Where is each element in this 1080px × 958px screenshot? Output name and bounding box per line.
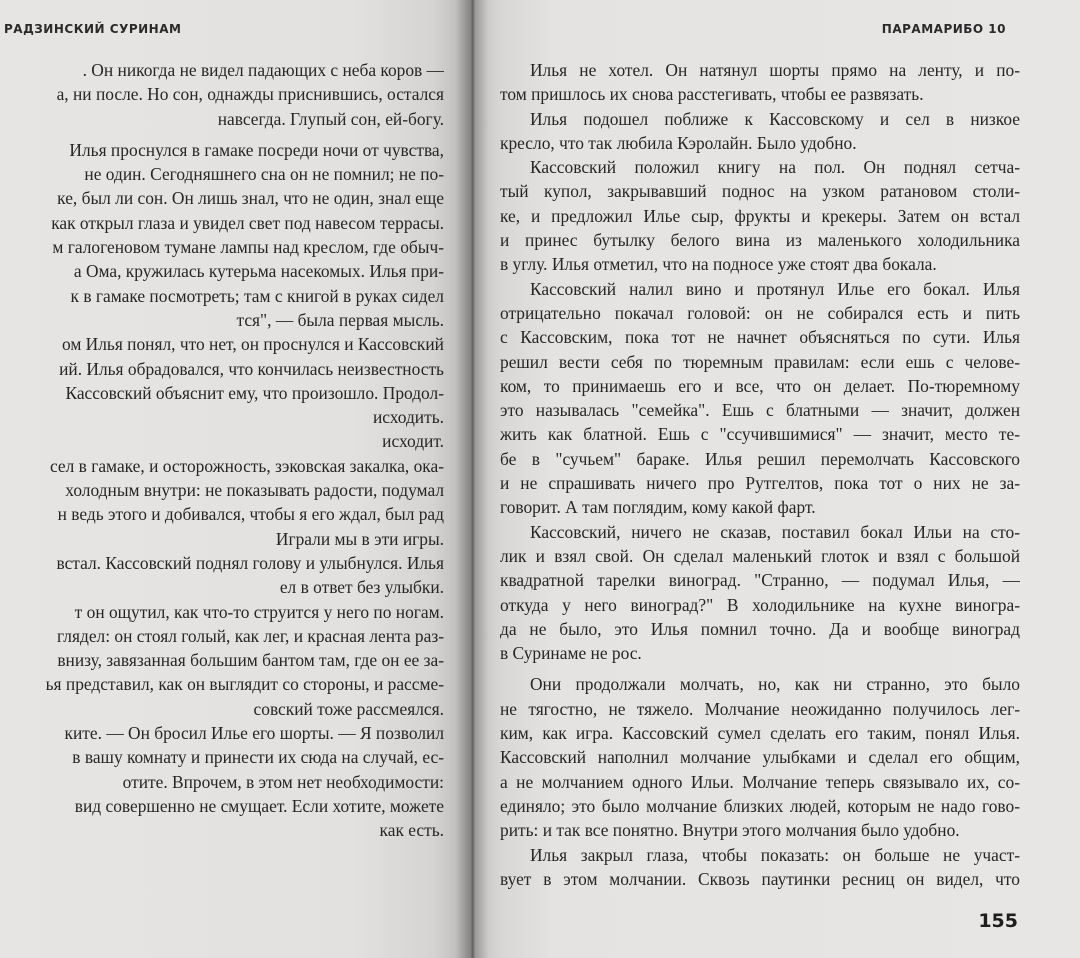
text-line: не один. Сегодняшнего сна он не помнил; не по- [84,164,444,185]
text-line: исходит. [382,431,444,452]
text-line: внизу, завязанная большим бантом там, где он ее за- [57,650,444,671]
text-line: да не было, это Илья помнил точно. Да и вообще виноград [500,618,1020,639]
page-number: 155 [978,910,1018,932]
text-line: вид совершенно не смущает. Если хотите, можете [74,795,444,816]
text-line: и не спрашивать ничего про Рутгелтов, пока тот о них не за- [500,473,1020,494]
text-line: т он ощутил, как что-то струится у него по ногам. [74,601,444,622]
text-line: ким, как игра. Кассовский сумел сделать его таким, понял Илья. [500,723,1020,744]
text-line: Илья проснулся в гамаке посреди ночи от чувства, [69,139,444,160]
text-line: вует в этом молчании. Сквозь паутинки ресниц он видел, что [500,868,1020,889]
text-line: в Суринаме не рос. [500,643,642,664]
text-line: а, ни после. Но сон, однажды приснившись, остался [56,84,444,105]
text-line: Кассовский положил книгу на пол. Он поднял сетча- [530,157,1020,178]
text-line: это называлась "семейка". Ешь с блатными — значит, должен [500,400,1020,421]
text-line: навсегда. Глупый сон, ей-богу. [217,108,444,129]
paragraph-gap [500,665,1020,672]
text-line: как открыл глаза и увидел свет под навесом террасы. [51,212,444,233]
text-line: Илья закрыл глаза, чтобы показать: он больше не участ- [530,844,1020,865]
text-line: бе в "сучьем" бараке. Илья решил перемолчать Кассовского [500,448,1020,469]
text-line: исходить. [372,407,444,428]
text-line: совский тоже рассмеялся. [253,698,444,719]
right-running-head: ПАРАМАРИБО 10 [881,22,1006,36]
text-line: встал. Кассовский поднял голову и улыбнулся. Илья [56,552,444,573]
text-line: м галогеновом тумане лампы над креслом, где обыч- [52,237,444,258]
text-line: к в гамаке посмотреть; там с книгой в руках сидел [70,285,444,306]
text-line: квадратной тарелки виноград. "Странно, — подумал Илья, — [500,570,1020,591]
text-line: холодным внутри: не показывать радости, подумал [65,480,444,501]
text-line: тый купол, закрывавший поднос на узком ратановом столи- [500,181,1020,202]
text-line: ом Илья понял, что нет, он проснулся и Кассовский [61,334,444,355]
text-line: с Кассовским, пока тот не начнет объясняться по сути. Илья [500,327,1020,348]
text-line: глядел: он стоял голый, как лег, и красная лента раз- [57,625,444,646]
left-page-text [0,58,444,843]
text-line: Кассовский, ничего не сказав, поставил бокал Ильи на сто- [530,521,1020,542]
right-page-text [500,58,1020,891]
text-line: н ведь этого и добивался, чтобы я его ждал, был рад [57,504,444,525]
text-line: жить как блатной. Ешь с "ссучившимися" — значит, место те- [500,424,1020,445]
right-page [470,0,1080,958]
text-line: ий. Илья обрадовался, что кончилась неизвестность [59,358,444,379]
paragraph-gap [0,131,444,138]
text-line: Играли мы в эти игры. [275,528,444,549]
text-line: ком, то принимаешь его и все, что он делает. По-тюремному [500,375,1020,396]
text-line: Илья подошел поближе к Кассовскому и сел в низкое [530,108,1020,129]
text-line: кресло, что так любила Кэролайн. Было удобно. [500,132,857,153]
text-line: сел в гамаке, и осторожность, зэковская закалка, ока- [49,455,444,476]
text-line: говорит. А там поглядим, кому какой фарт. [500,497,816,518]
text-line: ке, и предложил Илье сыр, фрукты и крекеры. Затем он встал [500,205,1020,226]
text-line: ките. — Он бросил Илье его шорты. — Я позволил [64,723,444,744]
text-line: а Ома, кружилась кутерьма насекомых. Илья при- [73,261,444,282]
text-line: Илья не хотел. Он натянул шорты прямо на ленту, и по- [530,60,1020,80]
text-line: рить: и так все понятно. Внутри этого молчания было удобно. [500,820,960,841]
text-line: в вашу комнату и принести их сюда на случай, ес- [72,747,444,768]
text-line: в углу. Илья отметил, что на подносе уже стоят два бокала. [500,254,937,275]
text-line: Кассовский объяснит ему, что произошло. Продол- [65,382,444,403]
text-line: и принес бутылку белого вина из маленького холодильника [500,230,1020,251]
text-line: отрицательно покачал головой: он не собирался есть и пить [500,302,1020,323]
text-line: Кассовский налил вино и протянул Илье его бокал. Илья [530,278,1020,299]
text-line: Кассовский наполнил молчание улыбками и сделал его общим, [500,747,1020,768]
text-line: как есть. [379,820,444,841]
text-line: а не молчанием одного Ильи. Молчание теперь связывало их, со- [500,771,1020,792]
text-line: решил вести себя по тюремным правилам: если ешь с челове- [500,351,1020,372]
text-line: откуда у него виноград?" В холодильнике на кухне виногра- [500,594,1020,615]
text-line: ке, был ли сон. Он лишь знал, что не один, знал еще [57,188,444,209]
text-line: единяло; это было молчание близких людей, которым не надо гово- [500,795,1020,816]
text-line: не тягостно, не тяжело. Молчание неожиданно получилось лег- [500,698,1020,719]
text-line: ел в ответ без улыбки. [279,577,444,598]
text-line: ья представил, как он выглядит со стороны, и рассме- [45,674,444,695]
text-line: . Он никогда не видел падающих с неба коров — [82,60,444,80]
text-line: тся", — была первая мысль. [236,309,444,330]
text-line: лик и взял свой. Он сделал маленький глоток и взял с большой [500,545,1020,566]
left-page [0,0,470,958]
text-line: Они продолжали молчать, но, как ни странно, это было [530,674,1020,695]
text-line: отите. Впрочем, в этом нет необходимости: [122,771,444,792]
text-line: том пришлось их снова расстегивать, чтобы ее развязать. [500,84,924,105]
left-running-head: РАДЗИНСКИЙ СУРИНАМ [4,22,182,36]
